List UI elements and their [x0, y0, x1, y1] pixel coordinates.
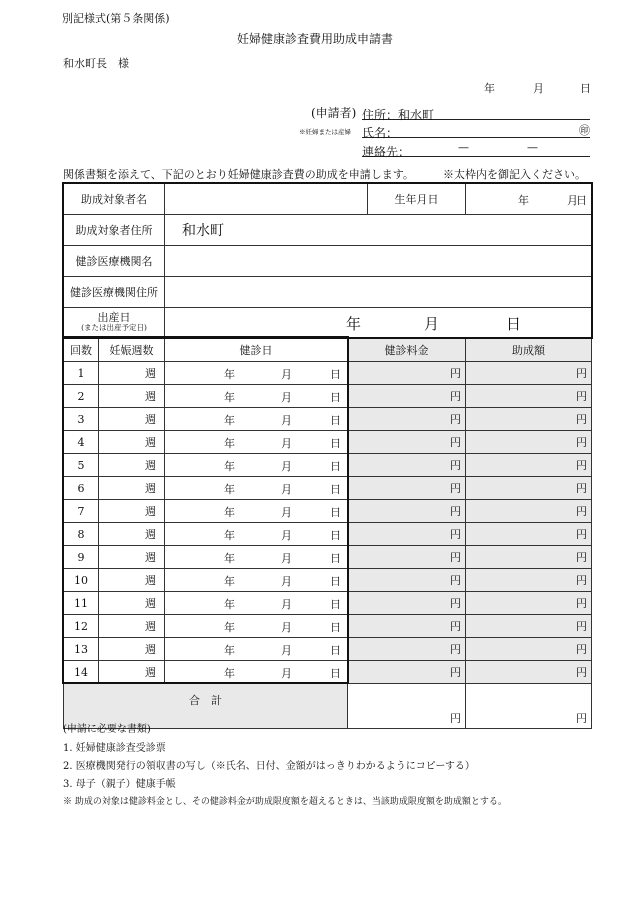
visit-month: 月 — [281, 414, 292, 427]
row-subject-name — [64, 184, 592, 215]
visit-day: 日 — [330, 460, 341, 473]
visit-day: 日 — [330, 391, 341, 404]
visit-number: 9 — [64, 546, 99, 569]
required-doc-1: 1. 妊婦健康診査受診票 — [63, 743, 166, 754]
visit-date[interactable] — [165, 362, 348, 385]
fee-yen: 円 — [450, 643, 461, 656]
visit-date[interactable] — [165, 408, 348, 431]
visit-year: 年 — [224, 621, 235, 634]
week-unit: 週 — [145, 367, 156, 380]
visit-fee[interactable] — [348, 638, 466, 661]
subject-address-label: 助成対象者住所 — [64, 215, 165, 246]
subsidy-yen: 円 — [576, 390, 587, 403]
visit-month: 月 — [281, 460, 292, 473]
delivery-date-input[interactable] — [165, 308, 592, 339]
visit-number: 8 — [64, 523, 99, 546]
visit-fee[interactable] — [348, 362, 466, 385]
subsidy-yen: 円 — [576, 459, 587, 472]
fee-yen: 円 — [450, 666, 461, 679]
visit-number: 2 — [64, 385, 99, 408]
visit-subsidy[interactable] — [466, 661, 592, 684]
visit-weeks[interactable] — [99, 477, 165, 500]
visit-fee[interactable] — [348, 569, 466, 592]
visit-weeks[interactable] — [99, 523, 165, 546]
delivery-sub-label: (または出産予定日) — [81, 323, 147, 332]
visit-date[interactable] — [165, 615, 348, 638]
subject-name-label: 助成対象者名 — [64, 184, 165, 215]
visit-row — [64, 661, 592, 684]
fee-yen: 円 — [450, 413, 461, 426]
address-value: 和水町 — [398, 108, 435, 122]
total-fee[interactable] — [348, 684, 466, 729]
date-month-label: 月 — [533, 82, 544, 95]
visit-number: 3 — [64, 408, 99, 431]
visit-month: 月 — [281, 368, 292, 381]
total-subsidy-yen: 円 — [576, 712, 587, 725]
visit-month: 月 — [281, 483, 292, 496]
row-institution-name — [64, 246, 592, 277]
visit-day: 日 — [330, 552, 341, 565]
visit-weeks[interactable] — [99, 500, 165, 523]
visit-weeks[interactable] — [99, 362, 165, 385]
fee-yen: 円 — [450, 505, 461, 518]
delivery-month: 月 — [424, 315, 440, 333]
fee-yen: 円 — [450, 597, 461, 610]
visit-subsidy[interactable] — [466, 638, 592, 661]
visit-fee[interactable] — [348, 477, 466, 500]
visit-date[interactable] — [165, 454, 348, 477]
visit-date[interactable] — [165, 661, 348, 684]
intro-note: ※太枠内を御記入ください。 — [443, 168, 586, 181]
subsidy-note: ※ 助成の対象は健診料金とし、その健診料金が助成限度額を超えるときは、当該助成限度額を助成額とする。 — [63, 797, 507, 807]
visit-fee[interactable] — [348, 592, 466, 615]
institution-address-input[interactable] — [165, 277, 592, 308]
visit-month: 月 — [281, 644, 292, 657]
week-unit: 週 — [145, 482, 156, 495]
visit-date[interactable] — [165, 523, 348, 546]
row-delivery-date — [64, 308, 592, 339]
application-form-table — [63, 183, 592, 729]
applicant-label: (申請者) — [311, 106, 357, 120]
visit-subsidy[interactable] — [466, 500, 592, 523]
visit-day: 日 — [330, 575, 341, 588]
name-label: 氏名： — [362, 126, 399, 140]
visit-year: 年 — [224, 552, 235, 565]
visit-weeks[interactable] — [99, 638, 165, 661]
visit-weeks[interactable] — [99, 615, 165, 638]
visit-year: 年 — [224, 483, 235, 496]
visit-month: 月 — [281, 529, 292, 542]
fee-yen: 円 — [450, 459, 461, 472]
fee-yen: 円 — [450, 390, 461, 403]
row-visit-header — [64, 339, 592, 362]
fee-yen: 円 — [450, 482, 461, 495]
address-label: 住所： — [362, 108, 399, 122]
visit-day: 日 — [330, 437, 341, 450]
visit-year: 年 — [224, 667, 235, 680]
birth-day: 日 — [576, 194, 587, 207]
visit-number: 12 — [64, 615, 99, 638]
visit-fee[interactable] — [348, 500, 466, 523]
birth-label: 生年月日 — [368, 184, 466, 215]
delivery-year: 年 — [346, 315, 362, 333]
birth-year: 年 — [518, 194, 529, 207]
visit-row — [64, 454, 592, 477]
total-label: 合 計 — [64, 684, 348, 729]
subsidy-yen: 円 — [576, 620, 587, 633]
visit-subsidy[interactable] — [466, 592, 592, 615]
visit-day: 日 — [330, 621, 341, 634]
delivery-label-cell — [64, 308, 165, 339]
visit-row — [64, 592, 592, 615]
visit-day: 日 — [330, 598, 341, 611]
subsidy-yen: 円 — [576, 436, 587, 449]
fee-yen: 円 — [450, 574, 461, 587]
fee-yen: 円 — [450, 620, 461, 633]
subsidy-yen: 円 — [576, 551, 587, 564]
visit-day: 日 — [330, 506, 341, 519]
visit-subsidy[interactable] — [466, 477, 592, 500]
visit-number: 11 — [64, 592, 99, 615]
required-doc-3: 3. 母子（親子）健康手帳 — [63, 779, 176, 790]
subsidy-yen: 円 — [576, 597, 587, 610]
contact-field[interactable] — [362, 141, 590, 157]
week-unit: 週 — [145, 459, 156, 472]
visit-year: 年 — [224, 391, 235, 404]
visit-fee[interactable] — [348, 385, 466, 408]
seal-icon: ㊞ — [579, 124, 590, 137]
fee-yen: 円 — [450, 436, 461, 449]
visit-rows — [64, 362, 592, 684]
week-unit: 週 — [145, 620, 156, 633]
page-title: 妊婦健康診査費用助成申請書 — [236, 32, 393, 46]
visit-month: 月 — [281, 575, 292, 588]
visit-fee[interactable] — [348, 408, 466, 431]
visit-weeks[interactable] — [99, 569, 165, 592]
total-fee-yen: 円 — [450, 712, 461, 725]
visit-date[interactable] — [165, 592, 348, 615]
delivery-day: 日 — [506, 315, 522, 333]
visit-month: 月 — [281, 437, 292, 450]
visit-row — [64, 615, 592, 638]
visit-fee[interactable] — [348, 454, 466, 477]
header-date: 健診日 — [165, 339, 348, 362]
visit-month: 月 — [281, 667, 292, 680]
visit-month: 月 — [281, 598, 292, 611]
subsidy-yen: 円 — [576, 413, 587, 426]
visit-month: 月 — [281, 391, 292, 404]
visit-weeks[interactable] — [99, 592, 165, 615]
visit-year: 年 — [224, 506, 235, 519]
visit-number: 4 — [64, 431, 99, 454]
date-day-label: 日 — [580, 82, 591, 95]
week-unit: 週 — [145, 505, 156, 518]
addressee: 和水町長 様 — [63, 57, 129, 70]
subsidy-yen: 円 — [576, 643, 587, 656]
subsidy-yen: 円 — [576, 367, 587, 380]
row-subject-address — [64, 215, 592, 246]
visit-row — [64, 362, 592, 385]
visit-subsidy[interactable] — [466, 454, 592, 477]
visit-year: 年 — [224, 437, 235, 450]
visit-day: 日 — [330, 667, 341, 680]
visit-day: 日 — [330, 414, 341, 427]
week-unit: 週 — [145, 436, 156, 449]
visit-subsidy[interactable] — [466, 523, 592, 546]
week-unit: 週 — [145, 643, 156, 656]
week-unit: 週 — [145, 390, 156, 403]
visit-fee[interactable] — [348, 431, 466, 454]
visit-year: 年 — [224, 644, 235, 657]
institution-name-input[interactable] — [165, 246, 592, 277]
visit-day: 日 — [330, 483, 341, 496]
visit-month: 月 — [281, 621, 292, 634]
visit-weeks[interactable] — [99, 431, 165, 454]
subsidy-yen: 円 — [576, 528, 587, 541]
fee-yen: 円 — [450, 528, 461, 541]
visit-subsidy[interactable] — [466, 546, 592, 569]
visit-weeks[interactable] — [99, 454, 165, 477]
visit-subsidy[interactable] — [466, 385, 592, 408]
visit-date[interactable] — [165, 385, 348, 408]
visit-year: 年 — [224, 575, 235, 588]
form-reference: 別記様式(第５条関係) — [62, 12, 170, 25]
visit-day: 日 — [330, 529, 341, 542]
visit-row — [64, 523, 592, 546]
fee-yen: 円 — [450, 367, 461, 380]
subsidy-yen: 円 — [576, 666, 587, 679]
visit-fee[interactable] — [348, 523, 466, 546]
visit-day: 日 — [330, 368, 341, 381]
contact-dash-1: — — [458, 141, 469, 154]
header-weeks: 妊娠週数 — [99, 339, 165, 362]
birth-month: 月 — [567, 194, 578, 207]
subsidy-yen: 円 — [576, 505, 587, 518]
visit-number: 14 — [64, 661, 99, 684]
visit-month: 月 — [281, 552, 292, 565]
visit-weeks[interactable] — [99, 661, 165, 684]
subsidy-yen: 円 — [576, 482, 587, 495]
header-count: 回数 — [64, 339, 99, 362]
visit-date[interactable] — [165, 638, 348, 661]
birth-date-input[interactable] — [466, 184, 592, 215]
visit-year: 年 — [224, 460, 235, 473]
visit-number: 6 — [64, 477, 99, 500]
subsidy-yen: 円 — [576, 574, 587, 587]
week-unit: 週 — [145, 528, 156, 541]
visit-number: 13 — [64, 638, 99, 661]
visit-weeks[interactable] — [99, 385, 165, 408]
header-fee: 健診料金 — [348, 339, 466, 362]
visit-date[interactable] — [165, 569, 348, 592]
contact-label: 連絡先： — [362, 145, 411, 159]
institution-address-label: 健診医療機関住所 — [64, 277, 165, 308]
applicant-note: ※妊婦または産婦 — [299, 128, 351, 136]
visit-subsidy[interactable] — [466, 569, 592, 592]
visit-date[interactable] — [165, 546, 348, 569]
required-doc-2: 2. 医療機関発行の領収書の写し（※氏名、日付、金額がはっきりわかるようにコピーする） — [63, 761, 475, 772]
week-unit: 週 — [145, 413, 156, 426]
row-institution-address — [64, 277, 592, 308]
visit-row — [64, 546, 592, 569]
visit-row — [64, 431, 592, 454]
visit-number: 7 — [64, 500, 99, 523]
visit-month: 月 — [281, 506, 292, 519]
fee-yen: 円 — [450, 551, 461, 564]
name-field[interactable] — [362, 122, 590, 138]
visit-weeks[interactable] — [99, 546, 165, 569]
week-unit: 週 — [145, 666, 156, 679]
visit-weeks[interactable] — [99, 408, 165, 431]
visit-year: 年 — [224, 598, 235, 611]
visit-year: 年 — [224, 529, 235, 542]
visit-subsidy[interactable] — [466, 431, 592, 454]
visit-fee[interactable] — [348, 546, 466, 569]
visit-fee[interactable] — [348, 615, 466, 638]
week-unit: 週 — [145, 574, 156, 587]
visit-date[interactable] — [165, 477, 348, 500]
visit-row — [64, 477, 592, 500]
intro-text: 関係書類を添えて、下記のとおり妊婦健康診査費の助成を申請します。 — [63, 168, 414, 181]
subject-name-input[interactable] — [165, 184, 368, 215]
header-subsidy: 助成額 — [466, 339, 592, 362]
visit-number: 1 — [64, 362, 99, 385]
visit-row — [64, 569, 592, 592]
contact-dash-2: — — [527, 141, 538, 154]
week-unit: 週 — [145, 597, 156, 610]
visit-fee[interactable] — [348, 661, 466, 684]
week-unit: 週 — [145, 551, 156, 564]
visit-number: 5 — [64, 454, 99, 477]
address-field[interactable] — [362, 104, 590, 120]
visit-year: 年 — [224, 368, 235, 381]
visit-date[interactable] — [165, 431, 348, 454]
institution-name-label: 健診医療機関名 — [64, 246, 165, 277]
visit-date[interactable] — [165, 500, 348, 523]
visit-day: 日 — [330, 644, 341, 657]
visit-subsidy[interactable] — [466, 408, 592, 431]
visit-row — [64, 500, 592, 523]
visit-row — [64, 408, 592, 431]
total-subsidy[interactable] — [466, 684, 592, 729]
subject-address-input[interactable]: 和水町 — [165, 215, 592, 246]
required-docs-heading: (申請に必要な書類) — [63, 724, 151, 735]
date-year-label: 年 — [484, 82, 495, 95]
visit-subsidy[interactable] — [466, 615, 592, 638]
visit-year: 年 — [224, 414, 235, 427]
visit-row — [64, 638, 592, 661]
visit-row — [64, 385, 592, 408]
visit-number: 10 — [64, 569, 99, 592]
delivery-label: 出産日 — [97, 311, 131, 324]
visit-subsidy[interactable] — [466, 362, 592, 385]
